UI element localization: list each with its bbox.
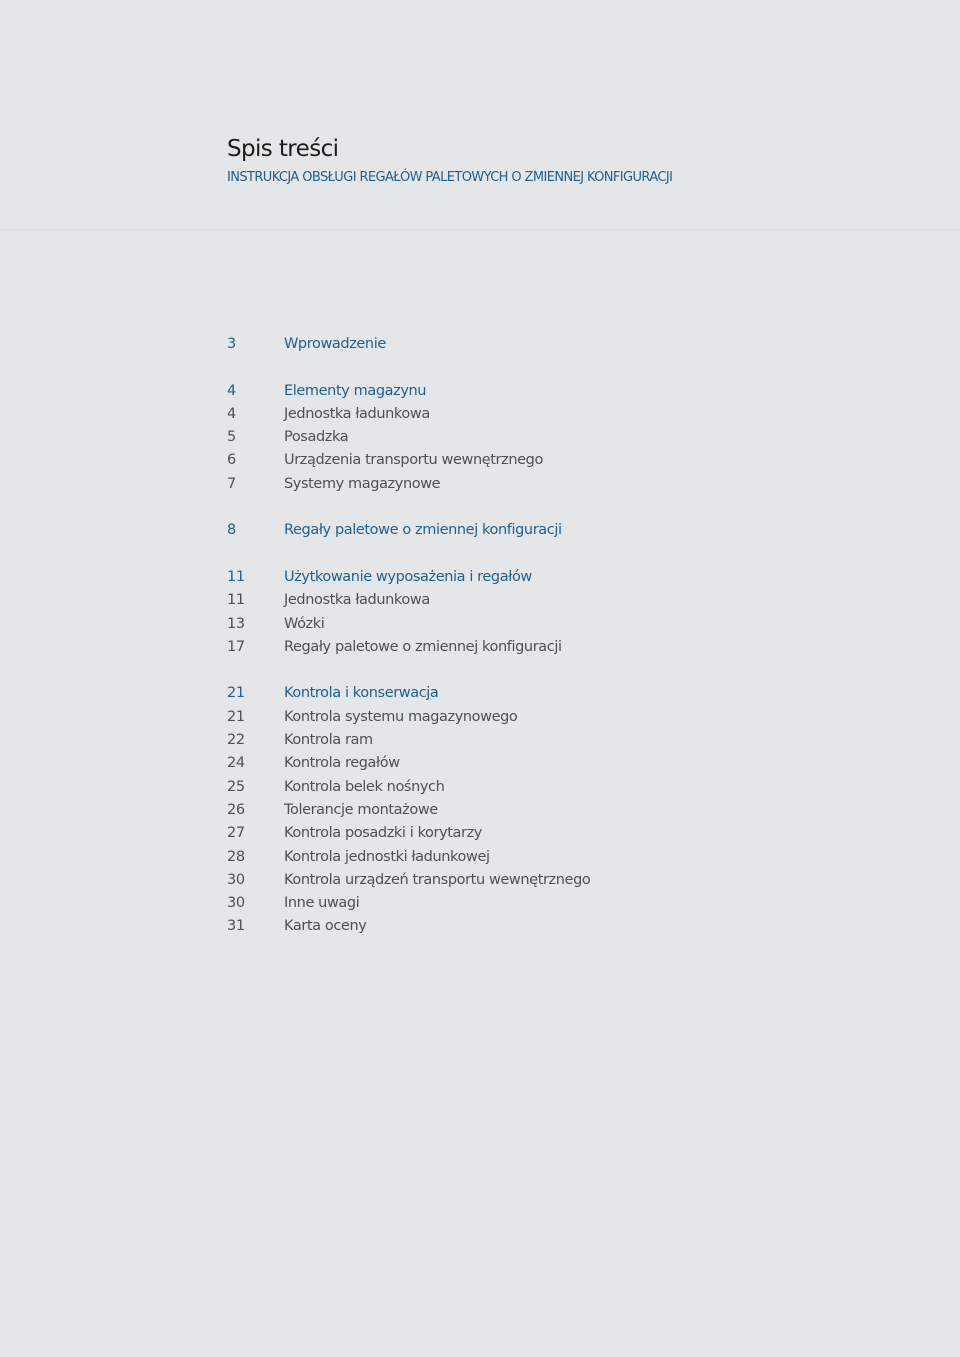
toc-page-number: 5 bbox=[227, 429, 236, 446]
toc-subsection-row[interactable] bbox=[227, 776, 787, 799]
page-title: Spis treści bbox=[227, 136, 339, 162]
toc-page-number: 6 bbox=[227, 452, 236, 469]
toc-subsection-row[interactable] bbox=[227, 426, 787, 449]
toc-section-row[interactable] bbox=[227, 566, 787, 589]
toc-page-number: 13 bbox=[227, 615, 245, 632]
toc-page-number: 26 bbox=[227, 801, 245, 818]
toc-page-number: 24 bbox=[227, 755, 245, 772]
toc-subsection-label: Kontrola urządzeń transportu wewnętrznego bbox=[284, 871, 591, 888]
toc-page-number: 17 bbox=[227, 638, 245, 655]
toc-subsection-row[interactable] bbox=[227, 846, 787, 869]
toc-page-number: 28 bbox=[227, 848, 245, 865]
toc-page-number: 8 bbox=[227, 522, 236, 539]
toc-subsection-row[interactable] bbox=[227, 403, 787, 426]
toc-page-number: 3 bbox=[227, 336, 236, 352]
toc-subsection-row[interactable] bbox=[227, 473, 787, 496]
toc-page-number: 4 bbox=[227, 382, 236, 399]
toc-page-number: 11 bbox=[227, 568, 245, 585]
toc-subsection-row[interactable] bbox=[227, 892, 787, 915]
toc-subsection-row[interactable] bbox=[227, 869, 787, 892]
toc-section-label: Regały paletowe o zmiennej konfiguracji bbox=[284, 522, 562, 539]
toc-section-row[interactable] bbox=[227, 380, 787, 403]
toc-subsection-row[interactable] bbox=[227, 915, 787, 938]
toc-subsection-label: Jednostka ładunkowa bbox=[284, 405, 430, 422]
toc-page-number: 11 bbox=[227, 592, 245, 609]
page-subtitle: INSTRUKCJA OBSŁUGI REGAŁÓW PALETOWYCH O ZMIENNEJ KONFIGURACJI bbox=[227, 170, 673, 185]
toc-page-number: 27 bbox=[227, 825, 245, 842]
toc-subsection-label: Regały paletowe o zmiennej konfiguracji bbox=[284, 638, 562, 655]
toc-subsection-row[interactable] bbox=[227, 589, 787, 612]
toc-subsection-row[interactable] bbox=[227, 636, 787, 659]
toc-subsection-row[interactable] bbox=[227, 752, 787, 775]
toc-subsection-label: Tolerancje montażowe bbox=[284, 801, 438, 818]
toc-subsection-label: Kontrola ram bbox=[284, 732, 373, 749]
toc-subsection-label: Karta oceny bbox=[284, 918, 367, 935]
toc-section-label: Wprowadzenie bbox=[284, 336, 386, 352]
toc-section-label: Użytkowanie wyposażenia i regałów bbox=[284, 568, 532, 585]
toc-subsection-label: Kontrola belek nośnych bbox=[284, 778, 445, 795]
toc-subsection-row[interactable] bbox=[227, 822, 787, 845]
toc-subsection-row[interactable] bbox=[227, 613, 787, 636]
toc-subsection-row[interactable] bbox=[227, 729, 787, 752]
toc-subsection-label: Kontrola posadzki i korytarzy bbox=[284, 825, 482, 842]
toc-section-row[interactable] bbox=[227, 682, 787, 705]
toc-page-number: 30 bbox=[227, 895, 245, 912]
toc-section-row[interactable] bbox=[227, 519, 787, 542]
toc-page-number: 21 bbox=[227, 708, 245, 725]
toc-section-label: Kontrola i konserwacja bbox=[284, 685, 439, 702]
toc-section-label: Elementy magazynu bbox=[284, 382, 427, 399]
toc-subsection-row[interactable] bbox=[227, 799, 787, 822]
toc-subsection-label: Kontrola systemu magazynowego bbox=[284, 708, 518, 725]
toc-page-number: 7 bbox=[227, 475, 236, 492]
toc-subsection-label: Jednostka ładunkowa bbox=[284, 592, 430, 609]
header-band bbox=[0, 0, 960, 230]
toc-subsection-row[interactable] bbox=[227, 706, 787, 729]
toc-subsection-row[interactable] bbox=[227, 449, 787, 472]
toc-subsection-label: Posadzka bbox=[284, 429, 349, 446]
toc-subsection-label: Wózki bbox=[284, 615, 325, 632]
toc-subsection-label: Systemy magazynowe bbox=[284, 475, 441, 492]
toc-page-number: 31 bbox=[227, 918, 245, 935]
toc-subsection-label: Kontrola regałów bbox=[284, 755, 400, 772]
toc-page-number: 25 bbox=[227, 778, 245, 795]
toc-page-number: 21 bbox=[227, 685, 245, 702]
toc-page-number: 22 bbox=[227, 732, 245, 749]
toc-page-number: 4 bbox=[227, 405, 236, 422]
table-of-contents bbox=[227, 333, 787, 939]
toc-subsection-label: Inne uwagi bbox=[284, 895, 360, 912]
toc-page-number: 30 bbox=[227, 871, 245, 888]
toc-subsection-label: Urządzenia transportu wewnętrznego bbox=[284, 452, 543, 469]
toc-section-row[interactable] bbox=[227, 333, 787, 356]
toc-subsection-label: Kontrola jednostki ładunkowej bbox=[284, 848, 490, 865]
